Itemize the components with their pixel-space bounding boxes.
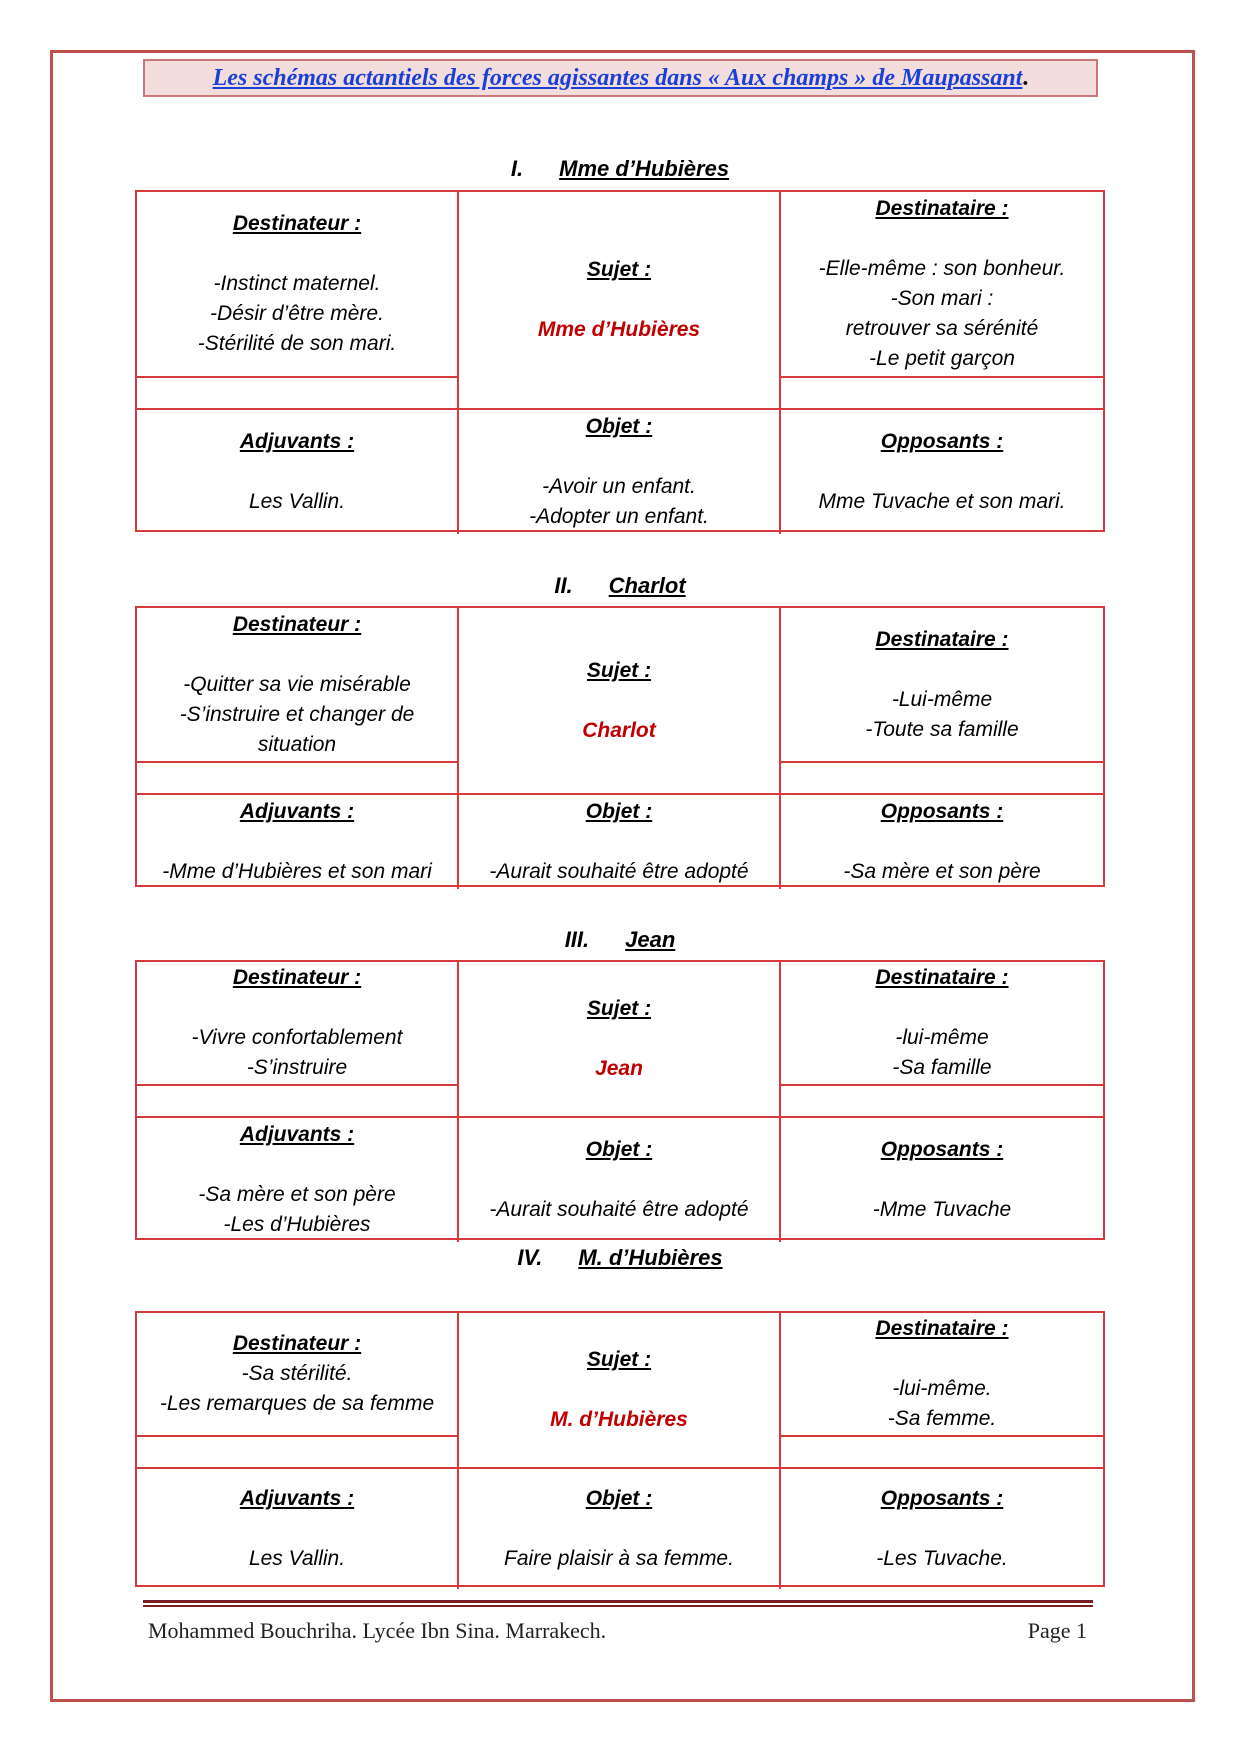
destinataire-line: -lui-même. (892, 1377, 992, 1400)
sujet-value: M. d’Hubières (550, 1408, 688, 1431)
footer-author: Mohammed Bouchriha. Lycée Ibn Sina. Marrakech. (148, 1618, 607, 1643)
destinateur-cell (137, 962, 459, 1086)
section-heading-3 (135, 925, 1105, 955)
section-name: Mme d’Hubières (559, 156, 730, 181)
destinataire-label: Destinataire : (875, 1317, 1009, 1340)
adjuvants-line: -Mme d’Hubières et son mari (162, 860, 432, 883)
objet-label: Objet : (585, 800, 653, 823)
destinateur-cell (137, 192, 459, 378)
destinateur-line: -Instinct maternel. (213, 272, 381, 295)
destinataire-label: Destinataire : (875, 197, 1009, 220)
section-heading-1 (135, 154, 1105, 184)
section-name: M. d’Hubières (578, 1245, 723, 1270)
objet-cell (459, 1469, 781, 1589)
destinateur-cell (137, 1313, 459, 1437)
destinataire-line: -Sa femme. (887, 1407, 997, 1430)
sujet-label: Sujet : (586, 258, 652, 281)
adjuvants-cell (137, 1118, 459, 1242)
objet-line: Faire plaisir à sa femme. (504, 1547, 734, 1570)
destinataire-label: Destinataire : (875, 966, 1009, 989)
adjuvants-line: -Les d’Hubières (223, 1213, 371, 1236)
adjuvants-line: Les Vallin. (248, 1547, 346, 1570)
destinataire-line: -lui-même (895, 1026, 989, 1049)
page-number: Page 1 (1027, 1618, 1087, 1643)
sujet-cell (459, 962, 781, 1118)
destinateur-line: -S’instruire et changer de (179, 702, 415, 726)
destinataire-line: -Son mari : (890, 287, 994, 310)
destinataire-line: -Sa famille (892, 1056, 992, 1079)
objet-label: Objet : (585, 1487, 653, 1510)
actantial-table-3 (135, 960, 1105, 1240)
opposants-label: Opposants : (880, 1138, 1004, 1161)
empty-cell (781, 1086, 1103, 1118)
destinateur-line: -Vivre confortablement (191, 1026, 403, 1049)
destinateur-cell (137, 608, 459, 763)
sujet-label: Sujet : (586, 997, 652, 1020)
empty-cell (137, 1086, 459, 1118)
objet-label: Objet : (585, 415, 653, 438)
opposants-line: -Mme Tuvache (872, 1198, 1012, 1221)
section-name: Charlot (608, 573, 686, 598)
sujet-cell (459, 192, 781, 410)
adjuvants-line: -Sa mère et son père (198, 1183, 396, 1206)
opposants-cell (781, 410, 1103, 534)
opposants-cell (781, 1469, 1103, 1589)
sujet-value: Charlot (582, 718, 656, 742)
opposants-line: -Les Tuvache. (876, 1547, 1008, 1570)
adjuvants-label: Adjuvants : (239, 430, 355, 453)
adjuvants-label: Adjuvants : (239, 1123, 355, 1146)
actantial-table-2 (135, 606, 1105, 887)
destinateur-line: -Désir d’être mère. (210, 302, 384, 325)
destinataire-line: retrouver sa sérénité (845, 317, 1039, 340)
destinateur-label: Destinateur : (232, 1332, 362, 1355)
objet-label: Objet : (585, 1138, 653, 1161)
footer-rule (143, 1600, 1093, 1603)
objet-cell (459, 795, 781, 889)
destinataire-line: -Elle-même : son bonheur. (818, 257, 1066, 280)
actantial-table-1 (135, 190, 1105, 532)
adjuvants-cell (137, 410, 459, 534)
section-number: IV. (517, 1245, 543, 1270)
destinateur-line: -S’instruire (246, 1056, 348, 1079)
destinataire-cell (781, 608, 1103, 763)
opposants-label: Opposants : (880, 1487, 1004, 1510)
destinateur-line: -Sa stérilité. (241, 1362, 353, 1385)
adjuvants-cell (137, 795, 459, 889)
empty-cell (137, 763, 459, 795)
empty-cell (137, 1437, 459, 1469)
section-heading-2 (135, 571, 1105, 601)
objet-line: -Avoir un enfant. (542, 475, 696, 498)
destinateur-label: Destinateur : (232, 212, 362, 235)
objet-line: -Adopter un enfant. (529, 505, 709, 528)
destinataire-label: Destinataire : (875, 627, 1009, 651)
empty-cell (137, 378, 459, 410)
section-name: Jean (625, 927, 676, 952)
section-number: III. (564, 927, 590, 952)
destinateur-line: -Stérilité de son mari. (197, 332, 397, 355)
destinateur-label: Destinateur : (232, 612, 362, 636)
adjuvants-cell (137, 1469, 459, 1589)
opposants-line: -Sa mère et son père (843, 860, 1041, 883)
title-banner (143, 59, 1098, 97)
destinataire-cell (781, 962, 1103, 1086)
sujet-value: Mme d’Hubières (537, 318, 701, 341)
section-number: I. (510, 156, 524, 181)
adjuvants-label: Adjuvants : (239, 800, 355, 823)
destinateur-line: situation (257, 732, 337, 756)
section-number: II. (554, 573, 573, 598)
adjuvants-label: Adjuvants : (239, 1487, 355, 1510)
opposants-label: Opposants : (880, 800, 1004, 823)
sujet-label: Sujet : (586, 658, 652, 682)
empty-cell (781, 763, 1103, 795)
opposants-cell (781, 1118, 1103, 1242)
opposants-label: Opposants : (880, 430, 1004, 453)
adjuvants-line: Les Vallin. (248, 490, 346, 513)
destinataire-cell (781, 192, 1103, 378)
objet-line: -Aurait souhaité être adopté (489, 860, 749, 883)
sujet-label: Sujet : (586, 1348, 652, 1371)
title-period: . (1022, 65, 1029, 91)
destinateur-label: Destinateur : (232, 966, 362, 989)
destinataire-line: -Toute sa famille (865, 717, 1019, 741)
section-heading-4 (135, 1243, 1105, 1273)
title-link[interactable]: Les schémas actantiels des forces agissantes dans « Aux champs » de Maupassant (212, 65, 1023, 91)
sujet-cell (459, 1313, 781, 1469)
destinateur-line: -Les remarques de sa femme (159, 1392, 435, 1415)
empty-cell (781, 1437, 1103, 1469)
destinataire-line: -Le petit garçon (869, 347, 1015, 370)
destinateur-line: -Quitter sa vie misérable (183, 672, 411, 696)
empty-cell (781, 378, 1103, 410)
destinataire-cell (781, 1313, 1103, 1437)
actantial-table-4 (135, 1311, 1105, 1587)
destinataire-line: -Lui-même (891, 687, 993, 711)
opposants-cell (781, 795, 1103, 889)
footer-rule (143, 1605, 1093, 1607)
sujet-value: Jean (595, 1057, 643, 1080)
objet-line: -Aurait souhaité être adopté (489, 1198, 749, 1221)
objet-cell (459, 1118, 781, 1242)
objet-cell (459, 410, 781, 534)
sujet-cell (459, 608, 781, 795)
opposants-line: Mme Tuvache et son mari. (818, 490, 1066, 513)
